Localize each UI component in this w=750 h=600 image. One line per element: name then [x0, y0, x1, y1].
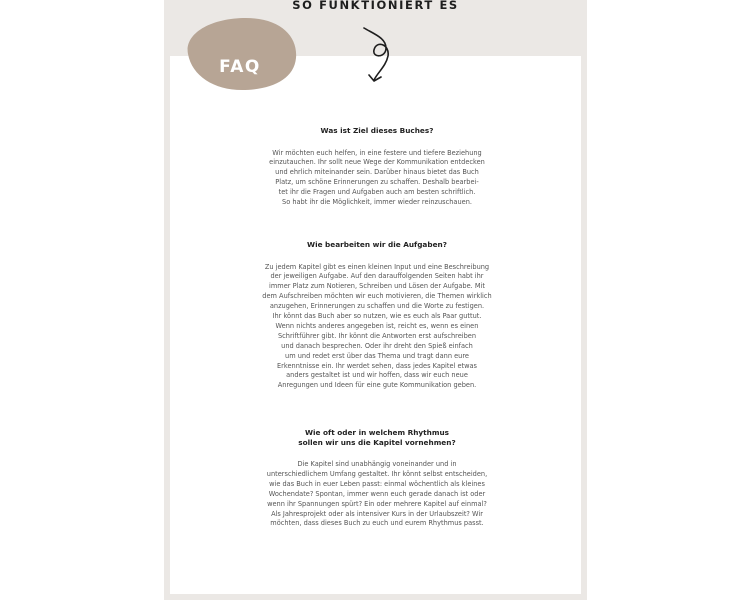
answer-line: Zu jedem Kapitel gibt es einen kleinen Input und eine Beschreibung	[264, 262, 490, 271]
faq-answer	[234, 149, 520, 208]
answer-line: Wenn nichts anderes angegeben ist, reicht es, wenn es einen	[275, 321, 479, 330]
answer-line: wenn ihr Spannungen spürt? Ein oder mehrere Kapitel auf einmal?	[267, 499, 487, 508]
answer-line: Ihr könnt das Buch aber so nutzen, wie es euch als Paar guttut.	[272, 312, 482, 321]
curly-arrow-icon	[360, 24, 400, 86]
question-line: Wie bearbeiten wir die Aufgaben?	[307, 240, 447, 249]
question-line: sollen wir uns die Kapitel vornehmen?	[298, 437, 456, 447]
answer-line: einzutauchen. Ihr sollt neue Wege der Kommunikation entdecken	[269, 158, 485, 167]
answer-line: dem Aufschreiben möchten wir euch motivieren, die Themen wirklich	[262, 292, 492, 301]
faq-item-rhythm	[234, 428, 520, 529]
faq-item-goal	[234, 126, 520, 208]
answer-line: So habt ihr die Möglichkeit, immer wieder reinzuschauen.	[282, 198, 472, 207]
answer-line: Erkenntnisse ein. Ihr werdet sehen, dass jedes Kapitel etwas	[277, 361, 477, 370]
answer-line: Wir möchten euch helfen, in eine festere und tiefere Beziehung	[272, 148, 482, 157]
answer-line: wie das Buch in euer Leben passt: einmal wöchentlich als kleines	[269, 479, 485, 488]
faq-blob-shape	[180, 14, 300, 90]
answer-line: unterschiedlichem Umfang gestaltet. Ihr könnt selbst entscheiden,	[266, 469, 488, 478]
answer-line: anzugehen, Erinnerungen zu schaffen und die Worte zu festigen.	[269, 302, 485, 311]
answer-line: und ehrlich miteinander sein. Darüber hinaus bietet das Buch	[275, 168, 479, 177]
answer-line: Als Jahresprojekt oder als intensiver Kurs in der Urlaubszeit? Wir	[271, 509, 483, 518]
faq-question	[234, 240, 520, 250]
answer-line: anders gestaltet ist und wir hoffen, dass wir euch neue	[286, 371, 468, 380]
answer-line: Platz, um schöne Erinnerungen zu schaffen. Deshalb bearbei-	[275, 178, 479, 187]
answer-line: Schriftführer gibt. Ihr könnt die Antworten erst aufschreiben	[277, 331, 477, 340]
answer-line: Wochendate? Spontan, immer wenn euch gerade danach ist oder	[268, 489, 486, 498]
faq-answer	[234, 263, 520, 392]
answer-line: tet ihr die Fragen und Aufgaben auch am besten schriftlich.	[278, 188, 476, 197]
faq-item-tasks	[234, 240, 520, 391]
answer-line: möchten, dass dieses Buch zu euch und eurem Rhythmus passt.	[270, 519, 484, 528]
faq-answer	[234, 460, 520, 529]
faq-badge-label: FAQ	[219, 57, 261, 77]
faq-question	[234, 126, 520, 136]
answer-line: Die Kapitel sind unabhängig voneinander und in	[297, 460, 457, 468]
question-line: Was ist Ziel dieses Buches?	[320, 126, 434, 135]
question-line: Wie oft oder in welchem Rhythmus	[304, 428, 449, 437]
faq-question	[234, 428, 520, 447]
answer-line: der jeweiligen Aufgabe. Auf den darauffolgenden Seiten habt ihr	[270, 272, 484, 281]
answer-line: um und redet erst über das Thema und tragt dann eure	[285, 351, 469, 360]
answer-line: Anregungen und Ideen für eine gute Kommunikation geben.	[277, 381, 477, 390]
page-title: SO FUNKTIONIERT ES	[292, 0, 459, 12]
answer-line: und danach besprechen. Oder ihr dreht den Spieß einfach	[281, 341, 473, 350]
answer-line: immer Platz zum Notieren, Schreiben und Lösen der Aufgabe. Mit	[269, 282, 485, 291]
book-page	[164, 0, 587, 600]
